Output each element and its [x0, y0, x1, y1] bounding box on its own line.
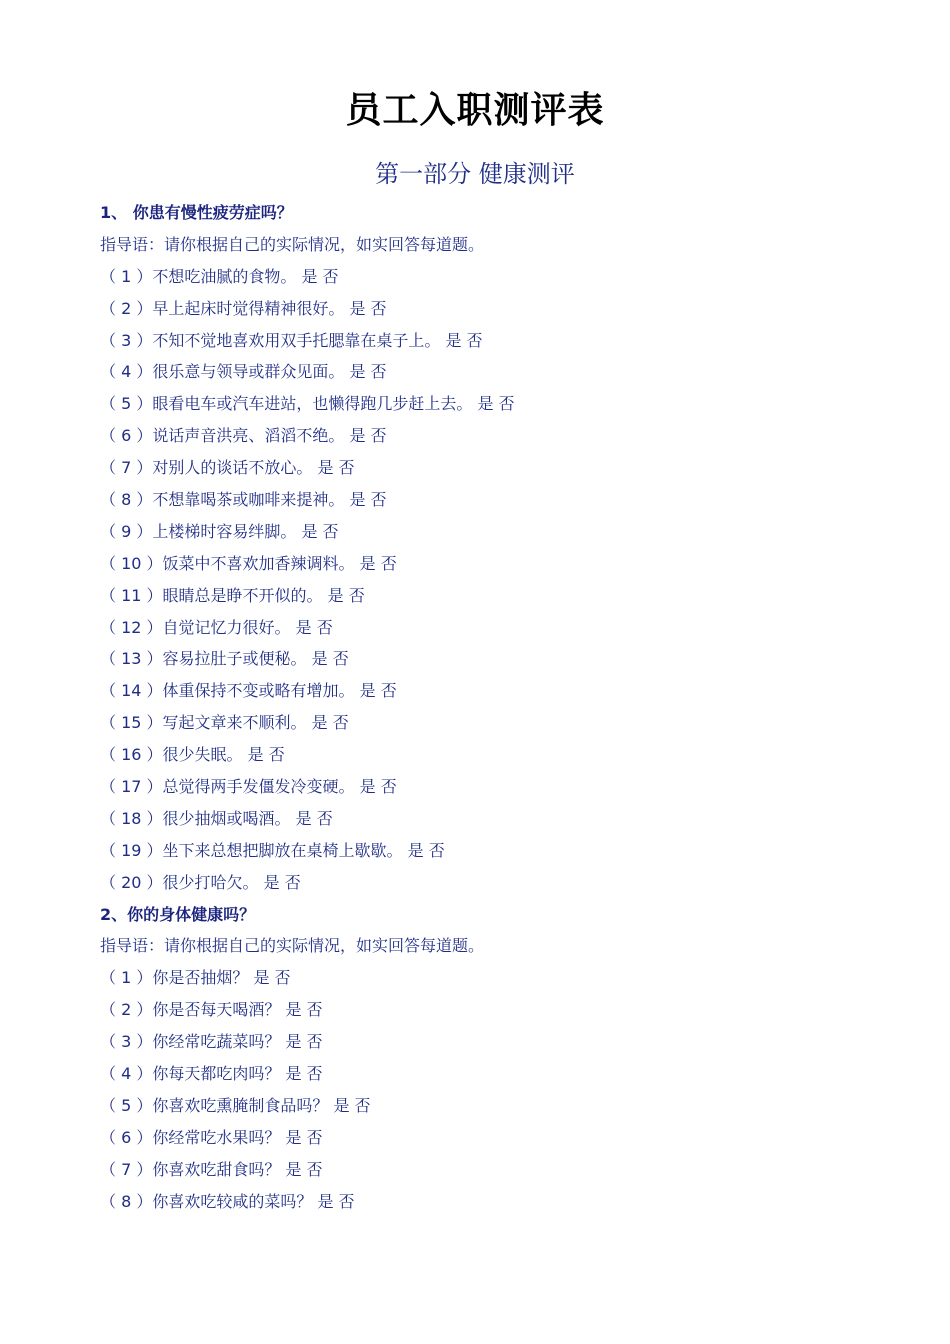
question-number: （ 8 ） [100, 1191, 153, 1211]
document-body [100, 197, 900, 1218]
question-text: 早上起床时觉得精神很好。 是 否 [152, 298, 387, 318]
question-item [100, 516, 900, 548]
question-text: 不想靠喝茶或咖啡来提神。 是 否 [152, 490, 387, 510]
part-subtitle: 第一部分 健康测评 [375, 160, 575, 188]
question-number: （ 3 ） [100, 330, 153, 350]
question-number: （ 5 ） [100, 1095, 153, 1115]
question-item [100, 548, 900, 580]
question-item [100, 293, 900, 325]
section-heading: 2、你的身体健康吗？ [100, 904, 256, 924]
question-number: （ 18 ） [100, 808, 163, 828]
question-text: 很少抽烟或喝酒。 是 否 [162, 808, 333, 828]
question-number: （ 8 ） [100, 490, 153, 510]
section-instruction: 指导语：请你根据自己的实际情况，如实回答每道题。 [100, 936, 485, 956]
question-item [100, 612, 900, 644]
section-heading: 1、 你患有慢性疲劳症吗？ [100, 203, 293, 222]
question-number: （ 13 ） [100, 649, 163, 669]
question-number: （ 11 ） [100, 585, 163, 605]
question-text: 很乐意与领导或群众见面。 是 否 [152, 362, 387, 382]
question-text: 眼睛总是睁不开似的。 是 否 [162, 585, 365, 605]
question-number: （ 20 ） [100, 872, 163, 892]
question-number: （ 2 ） [100, 1000, 153, 1020]
question-item [100, 1026, 900, 1058]
question-number: （ 17 ） [100, 777, 163, 797]
section-instruction: 指导语：请你根据自己的实际情况，如实回答每道题。 [100, 234, 485, 254]
question-item [100, 1154, 900, 1186]
question-number: （ 1 ） [100, 968, 153, 988]
question-text: 体重保持不变或略有增加。 是 否 [162, 681, 397, 701]
question-text: 眼看电车或汽车进站，也懒得跑几步赶上去。 是 否 [152, 394, 515, 414]
question-number: （ 6 ） [100, 426, 153, 446]
page-title: 员工入职测评表 [345, 90, 605, 131]
question-number: （ 3 ） [100, 1032, 153, 1052]
question-text: 容易拉肚子或便秘。 是 否 [162, 649, 349, 669]
question-item [100, 484, 900, 516]
question-text: 你经常吃蔬菜吗？ 是 否 [152, 1032, 323, 1052]
question-text: 你是否每天喝酒？ 是 否 [152, 1000, 323, 1020]
question-text: 对别人的谈话不放心。 是 否 [152, 458, 355, 478]
question-item [100, 420, 900, 452]
question-item [100, 388, 900, 420]
question-item [100, 675, 900, 707]
question-text: 总觉得两手发僵发冷变硬。 是 否 [162, 777, 397, 797]
question-text: 上楼梯时容易绊脚。 是 否 [152, 521, 339, 541]
question-number: （ 1 ） [100, 266, 153, 286]
question-item [100, 325, 900, 357]
question-text: 你经常吃水果吗？ 是 否 [152, 1127, 323, 1147]
question-number: （ 6 ） [100, 1127, 153, 1147]
question-text: 很少失眠。 是 否 [162, 745, 285, 765]
question-text: 你喜欢吃较咸的菜吗？ 是 否 [152, 1191, 355, 1211]
question-item [100, 994, 900, 1026]
question-number: （ 4 ） [100, 362, 153, 382]
question-item [100, 771, 900, 803]
question-item [100, 739, 900, 771]
question-text: 不想吃油腻的食物。 是 否 [152, 266, 339, 286]
question-item [100, 1186, 900, 1218]
question-item [100, 707, 900, 739]
question-number: （ 14 ） [100, 681, 163, 701]
question-item [100, 580, 900, 612]
question-item [100, 1122, 900, 1154]
question-item [100, 261, 900, 293]
question-number: （ 10 ） [100, 553, 163, 573]
question-text: 饭菜中不喜欢加香辣调料。 是 否 [162, 553, 397, 573]
question-text: 你是否抽烟？ 是 否 [152, 968, 291, 988]
question-number: （ 15 ） [100, 713, 163, 733]
question-text: 坐下来总想把脚放在桌椅上歇歇。 是 否 [162, 840, 445, 860]
question-number: （ 12 ） [100, 617, 163, 637]
question-text: 你喜欢吃甜食吗？ 是 否 [152, 1159, 323, 1179]
question-number: （ 4 ） [100, 1064, 153, 1084]
question-item [100, 452, 900, 484]
question-text: 说话声音洪亮、滔滔不绝。 是 否 [152, 426, 387, 446]
question-number: （ 2 ） [100, 298, 153, 318]
question-number: （ 5 ） [100, 394, 153, 414]
question-item [100, 1058, 900, 1090]
question-number: （ 9 ） [100, 521, 153, 541]
question-number: （ 19 ） [100, 840, 163, 860]
question-number: （ 7 ） [100, 1159, 153, 1179]
question-item [100, 835, 900, 867]
question-text: 你喜欢吃熏腌制食品吗？ 是 否 [152, 1095, 371, 1115]
question-item [100, 962, 900, 994]
question-number: （ 7 ） [100, 458, 153, 478]
question-number: （ 16 ） [100, 745, 163, 765]
question-item [100, 356, 900, 388]
question-text: 不知不觉地喜欢用双手托腮靠在桌子上。 是 否 [152, 330, 483, 350]
question-item [100, 867, 900, 899]
question-item [100, 1090, 900, 1122]
question-text: 你每天都吃肉吗？ 是 否 [152, 1064, 323, 1084]
question-text: 写起文章来不顺利。 是 否 [162, 713, 349, 733]
question-text: 很少打哈欠。 是 否 [162, 872, 301, 892]
question-text: 自觉记忆力很好。 是 否 [162, 617, 333, 637]
question-item [100, 643, 900, 675]
question-item [100, 803, 900, 835]
